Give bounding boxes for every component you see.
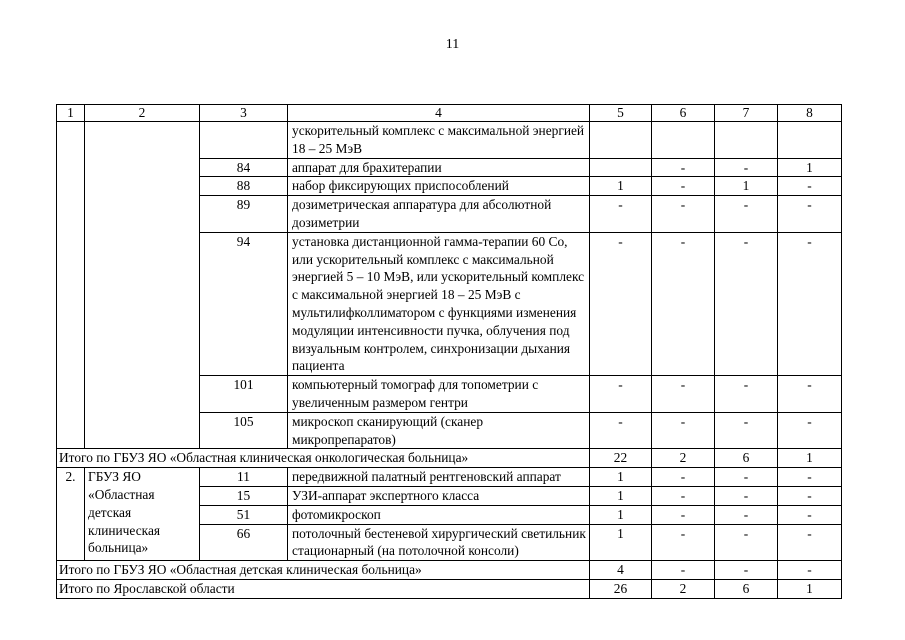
num-cell: 51 [200,505,288,524]
header-cell: 4 [288,105,590,122]
equipment-table [56,104,842,599]
total-row [57,579,842,598]
col8-cell: - [778,376,842,413]
total-row [57,561,842,580]
col6-cell: - [652,232,715,375]
col7-cell: - [715,232,778,375]
desc-cell: микроскоп сканирующий (сканер микропрепаратов) [288,412,590,449]
index-cell: 2. [57,468,85,561]
col6-cell: 2 [652,579,715,598]
num-cell: 11 [200,468,288,487]
col6-cell: - [652,524,715,561]
col6-cell: - [652,412,715,449]
total-label: Итого по ГБУЗ ЯО «Областная детская клиническая больница» [57,561,590,580]
col6-cell: - [652,177,715,196]
col7-cell: - [715,486,778,505]
org-cell: ГБУЗ ЯО «Областная детская клиническая больница» [85,468,200,561]
index-cell [57,122,85,449]
col8-cell: - [778,232,842,375]
table-row [57,122,842,159]
col7-cell: - [715,158,778,177]
col5-cell [590,158,652,177]
col7-cell: - [715,505,778,524]
col7-cell: 6 [715,449,778,468]
col5-cell: 22 [590,449,652,468]
total-label: Итого по ГБУЗ ЯО «Областная клиническая онкологическая больница» [57,449,590,468]
col7-cell: - [715,561,778,580]
header-cell: 7 [715,105,778,122]
num-cell: 15 [200,486,288,505]
col5-cell: - [590,376,652,413]
col6-cell: - [652,158,715,177]
table-row [57,468,842,487]
desc-cell: УЗИ-аппарат экспертного класса [288,486,590,505]
col5-cell: - [590,196,652,233]
col8-cell: - [778,561,842,580]
col8-cell: 1 [778,579,842,598]
col5-cell: - [590,232,652,375]
col7-cell: - [715,468,778,487]
header-row [57,105,842,122]
header-cell: 2 [85,105,200,122]
col8-cell: 1 [778,158,842,177]
desc-cell: передвижной палатный рентгеновский аппарат [288,468,590,487]
org-cell [85,122,200,449]
col8-cell: - [778,177,842,196]
num-cell [200,122,288,159]
num-cell: 66 [200,524,288,561]
col8-cell: - [778,486,842,505]
col5-cell: 1 [590,177,652,196]
desc-cell: потолочный бестеневой хирургический светильник стационарный (на потолочной консоли) [288,524,590,561]
col6-cell: - [652,486,715,505]
col8-cell: - [778,524,842,561]
header-cell: 3 [200,105,288,122]
header-cell: 6 [652,105,715,122]
col7-cell: - [715,376,778,413]
num-cell: 101 [200,376,288,413]
header-cell: 8 [778,105,842,122]
total-row [57,449,842,468]
col8-cell: - [778,412,842,449]
col5-cell: 1 [590,468,652,487]
num-cell: 89 [200,196,288,233]
col6-cell: - [652,505,715,524]
col8-cell: - [778,468,842,487]
desc-cell: ускорительный комплекс с максимальной энергией 18 – 25 МэВ [288,122,590,159]
desc-cell: компьютерный томограф для топометрии с увеличенным размером гентри [288,376,590,413]
col7-cell: 1 [715,177,778,196]
col5-cell: 4 [590,561,652,580]
num-cell: 88 [200,177,288,196]
col7-cell: - [715,524,778,561]
col6-cell: - [652,561,715,580]
page-number: 11 [445,37,460,52]
col5-cell: - [590,412,652,449]
num-cell: 84 [200,158,288,177]
col6-cell: - [652,376,715,413]
col6-cell: 2 [652,449,715,468]
col7-cell: 6 [715,579,778,598]
num-cell: 105 [200,412,288,449]
desc-cell: аппарат для брахитерапии [288,158,590,177]
col8-cell: 1 [778,449,842,468]
header-cell: 5 [590,105,652,122]
desc-cell: фотомикроскоп [288,505,590,524]
desc-cell: дозиметрическая аппаратура для абсолютной дозиметрии [288,196,590,233]
header-cell: 1 [57,105,85,122]
col5-cell: 1 [590,524,652,561]
col6-cell: - [652,196,715,233]
num-cell: 94 [200,232,288,375]
col5-cell: 1 [590,505,652,524]
col7-cell: - [715,196,778,233]
col5-cell: 26 [590,579,652,598]
desc-cell: набор фиксирующих приспособлений [288,177,590,196]
desc-cell: установка дистанционной гамма-терапии 60 Co, или ускорительный комплекс с максимальной энергией 5 – 10 МэВ, или ускорительный комплекс с максимальной энергией 18 – 25 МэВ с мультилифколлиматором с функциями изменения модуляции интенсивности пучка, облучения под визуальным контролем, синхронизации дыхания пациента [288,232,590,375]
col8-cell: - [778,196,842,233]
col5-cell: 1 [590,486,652,505]
col8-cell: - [778,505,842,524]
col6-cell: - [652,468,715,487]
col7-cell: - [715,412,778,449]
total-label: Итого по Ярославской области [57,579,590,598]
